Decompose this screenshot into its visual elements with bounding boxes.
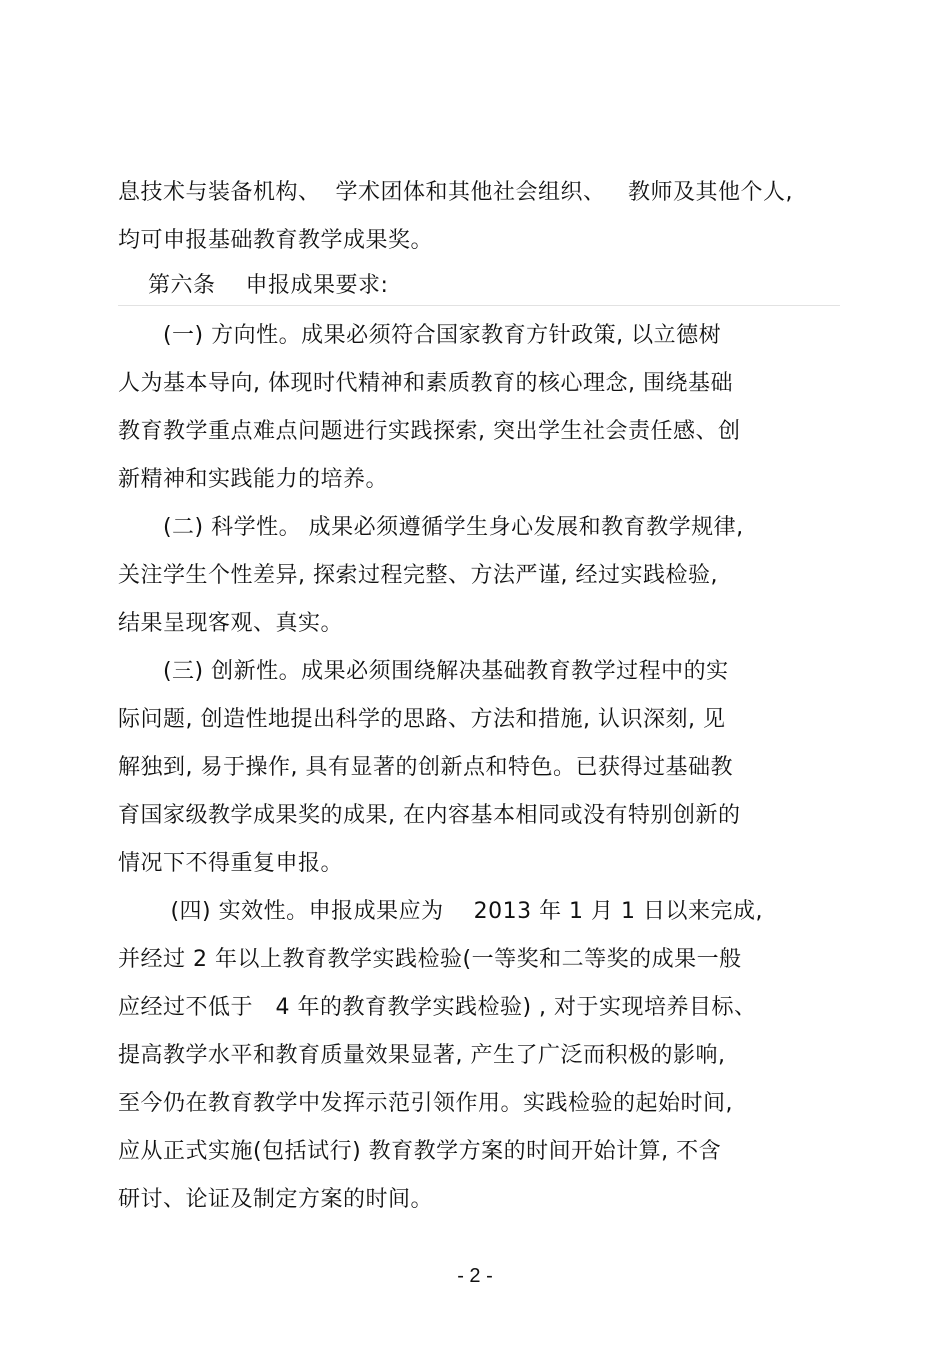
text-line: 关注学生个性差异, 探索过程完整、方法严谨, 经过实践检验, — [118, 563, 718, 588]
text-line: 情况下不得重复申报。 — [118, 851, 344, 876]
text-line: (一) 方向性。成果必须符合国家教育方针政策, 以立德树 — [118, 323, 722, 348]
page-number: - 2 - — [457, 1265, 493, 1287]
article-heading: 第六条 申报成果要求: — [118, 273, 389, 298]
text-line: 际问题, 创造性地提出科学的思路、方法和措施, 认识深刻, 见 — [118, 707, 726, 732]
text-line: 解独到, 易于操作, 具有显著的创新点和特色。已获得过基础教 — [118, 755, 733, 780]
text-line: 并经过 2 年以上教育教学实践检验(一等奖和二等奖的成果一般 — [118, 947, 742, 972]
text-line: 均可申报基础教育教学成果奖。 — [118, 228, 434, 253]
text-line: 应从正式实施(包括试行) 教育教学方案的时间开始计算, 不含 — [118, 1139, 722, 1164]
text-line: 息技术与装备机构、 学术团体和其他社会组织、 教师及其他个人, — [118, 180, 793, 205]
text-line: 教育教学重点难点问题进行实践探索, 突出学生社会责任感、创 — [118, 419, 741, 444]
text-line: 人为基本导向, 体现时代精神和素质教育的核心理念, 围绕基础 — [118, 371, 733, 396]
text-line: 育国家级教学成果奖的成果, 在内容基本相同或没有特别创新的 — [118, 803, 741, 828]
text-line: (四) 实效性。申报成果应为 2013 年 1 月 1 日以来完成, — [118, 899, 764, 924]
text-line: 应经过不低于 4 年的教育教学实践检验) , 对于实现培养目标、 — [118, 995, 757, 1020]
text-line: 研讨、论证及制定方案的时间。 — [118, 1187, 434, 1212]
text-line: (三) 创新性。成果必须围绕解决基础教育教学过程中的实 — [118, 659, 729, 684]
text-line: (二) 科学性。 成果必须遵循学生身心发展和教育教学规律, — [118, 515, 744, 540]
text-line: 新精神和实践能力的培养。 — [118, 467, 389, 492]
divider — [118, 305, 840, 306]
text-line: 结果呈现客观、真实。 — [118, 611, 344, 636]
text-line: 至今仍在教育教学中发挥示范引领作用。实践检验的起始时间, — [118, 1091, 733, 1116]
text-line: 提高教学水平和教育质量效果显著, 产生了广泛而积极的影响, — [118, 1043, 726, 1068]
